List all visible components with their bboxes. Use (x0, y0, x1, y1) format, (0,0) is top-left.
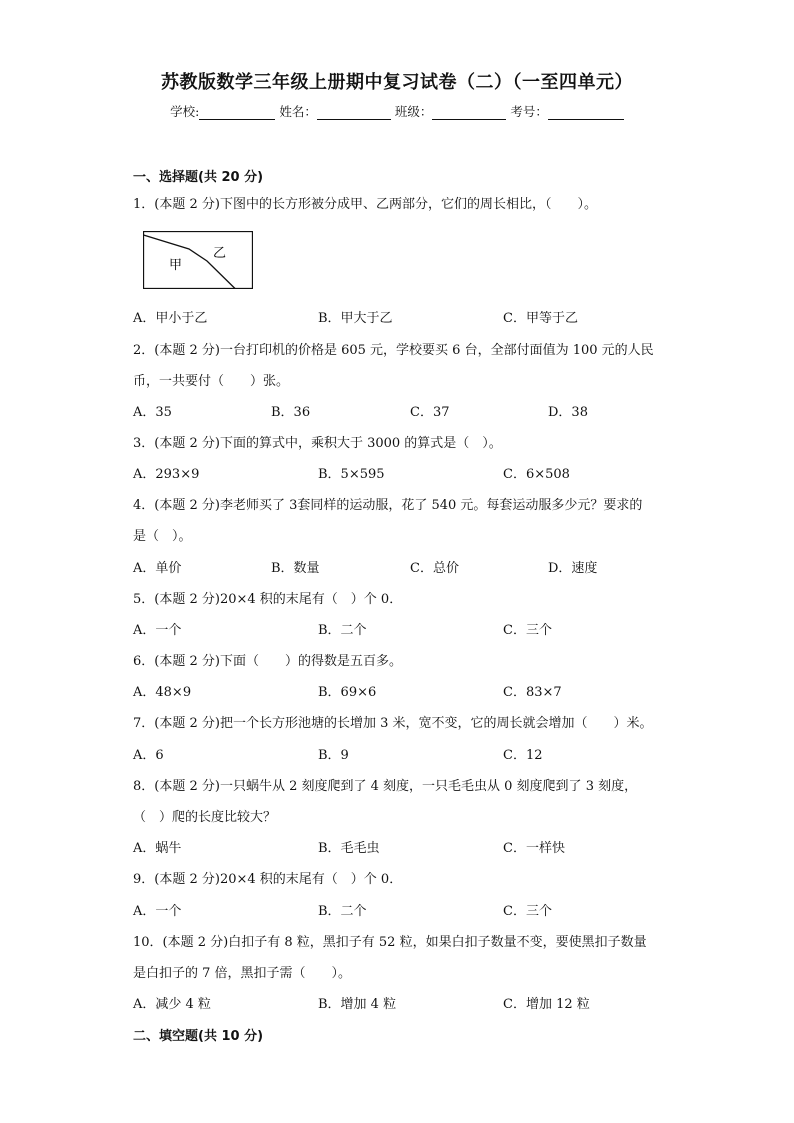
q5-option-a[interactable]: A．一个 (133, 623, 182, 638)
figure-divider-line (144, 235, 236, 289)
q5-option-b[interactable]: B．二个 (318, 623, 367, 638)
q6-option-b[interactable]: B．69×6 (318, 685, 377, 700)
q7-option-c[interactable]: C．12 (503, 748, 543, 763)
number-label: 考号： (510, 104, 548, 119)
question-9-text: 9．(本题 2 分)20×4 积的末尾有（ ）个 0． (133, 872, 403, 887)
q4-option-b[interactable]: B．数量 (271, 561, 320, 576)
q2-option-c[interactable]: C．37 (410, 405, 450, 420)
figure-label-yi: 乙 (213, 246, 227, 261)
page-title: 苏教版数学三年级上册期中复习试卷（二）（一至四单元） (161, 72, 633, 93)
class-field[interactable] (395, 102, 507, 120)
question-5-text: 5．(本题 2 分)20×4 积的末尾有（ ）个 0． (133, 592, 403, 607)
figure-label-jia: 甲 (169, 258, 183, 273)
name-label: 姓名： (279, 104, 317, 119)
q2-option-a[interactable]: A．35 (133, 405, 172, 420)
school-blank[interactable] (199, 105, 275, 120)
q3-option-a[interactable]: A．293×9 (133, 467, 200, 482)
question-10-line2: 是白扣子的 7 倍，黑扣子需（ ）。 (133, 966, 352, 981)
number-blank[interactable] (548, 105, 624, 120)
section-heading-choice: 一、选择题(共 20 分) (133, 170, 264, 185)
q10-option-a[interactable]: A．减少 4 粒 (133, 997, 211, 1012)
class-label: 班级： (394, 104, 433, 119)
q5-option-c[interactable]: C．三个 (503, 623, 552, 638)
q1-option-a[interactable]: A．甲小于乙 (133, 311, 208, 326)
q1-option-c[interactable]: C．甲等于乙 (503, 311, 578, 326)
question-8-line2: （ ）爬的长度比较大？ (133, 810, 277, 825)
question-10-line1: 10．(本题 2 分)白扣子有 8 粒，黑扣子有 52 粒，如果白扣子数量不变，要使黑扣子数量 (133, 935, 647, 950)
question-6-text: 6．(本题 2 分)下面（ ）的得数是五百多。 (133, 654, 402, 669)
q9-option-c[interactable]: C．三个 (503, 904, 552, 919)
q8-option-a[interactable]: A．蜗牛 (133, 841, 182, 856)
question-2-line1: 2．(本题 2 分)一台打印机的价格是 605 元，学校要买 6 台，全部付面值为 100 元的人民 (133, 343, 654, 358)
question-4-line1: 4．(本题 2 分)李老师买了 3套同样的运动服，花了 540 元。每套运动服多少元？要求的 (133, 498, 643, 513)
q3-option-b[interactable]: B．5×595 (318, 467, 385, 482)
question-3-text: 3．(本题 2 分)下面的算式中，乘积大于 3000 的算式是（ ）。 (133, 436, 502, 451)
q9-option-b[interactable]: B．二个 (318, 904, 367, 919)
school-label: 学校: (170, 104, 200, 119)
school-field[interactable] (170, 102, 275, 120)
question-7-text: 7．(本题 2 分)把一个长方形池塘的长增加 3 米，宽不变，它的周长就会增加（ ）米。 (133, 716, 653, 731)
name-field[interactable] (279, 102, 391, 120)
q1-option-b[interactable]: B．甲大于乙 (318, 311, 393, 326)
class-blank[interactable] (432, 105, 506, 120)
q4-option-d[interactable]: D．速度 (548, 561, 598, 576)
q6-option-a[interactable]: A．48×9 (133, 685, 192, 700)
q2-option-d[interactable]: D．38 (548, 405, 588, 420)
q8-option-b[interactable]: B．毛毛虫 (318, 841, 380, 856)
name-blank[interactable] (317, 105, 391, 120)
q4-option-a[interactable]: A．单价 (133, 561, 182, 576)
q10-option-b[interactable]: B．增加 4 粒 (318, 997, 397, 1012)
question-1-text: 1．(本题 2 分)下图中的长方形被分成甲、乙两部分，它们的周长相比，（ ）。 (133, 197, 597, 212)
question-4-line2: 是（ ）。 (133, 529, 192, 544)
q9-option-a[interactable]: A．一个 (133, 904, 182, 919)
q2-option-b[interactable]: B．36 (271, 405, 311, 420)
number-field[interactable] (510, 102, 624, 120)
question-2-line2: 币，一共要付（ ）张。 (133, 374, 290, 389)
q6-option-c[interactable]: C．83×7 (503, 685, 562, 700)
q8-option-c[interactable]: C．一样快 (503, 841, 565, 856)
section-heading-fill: 二、填空题(共 10 分) (133, 1029, 264, 1044)
q3-option-c[interactable]: C．6×508 (503, 467, 570, 482)
q7-option-a[interactable]: A．6 (133, 748, 164, 763)
question-8-line1: 8．(本题 2 分)一只蜗牛从 2 刻度爬到了 4 刻度，一只毛毛虫从 0 刻度爬到了 3 刻度， (133, 779, 638, 794)
rectangle-figure (143, 231, 253, 289)
q7-option-b[interactable]: B．9 (318, 748, 349, 763)
q4-option-c[interactable]: C．总价 (410, 561, 459, 576)
student-info-line (0, 102, 794, 120)
q10-option-c[interactable]: C．增加 12 粒 (503, 997, 590, 1012)
